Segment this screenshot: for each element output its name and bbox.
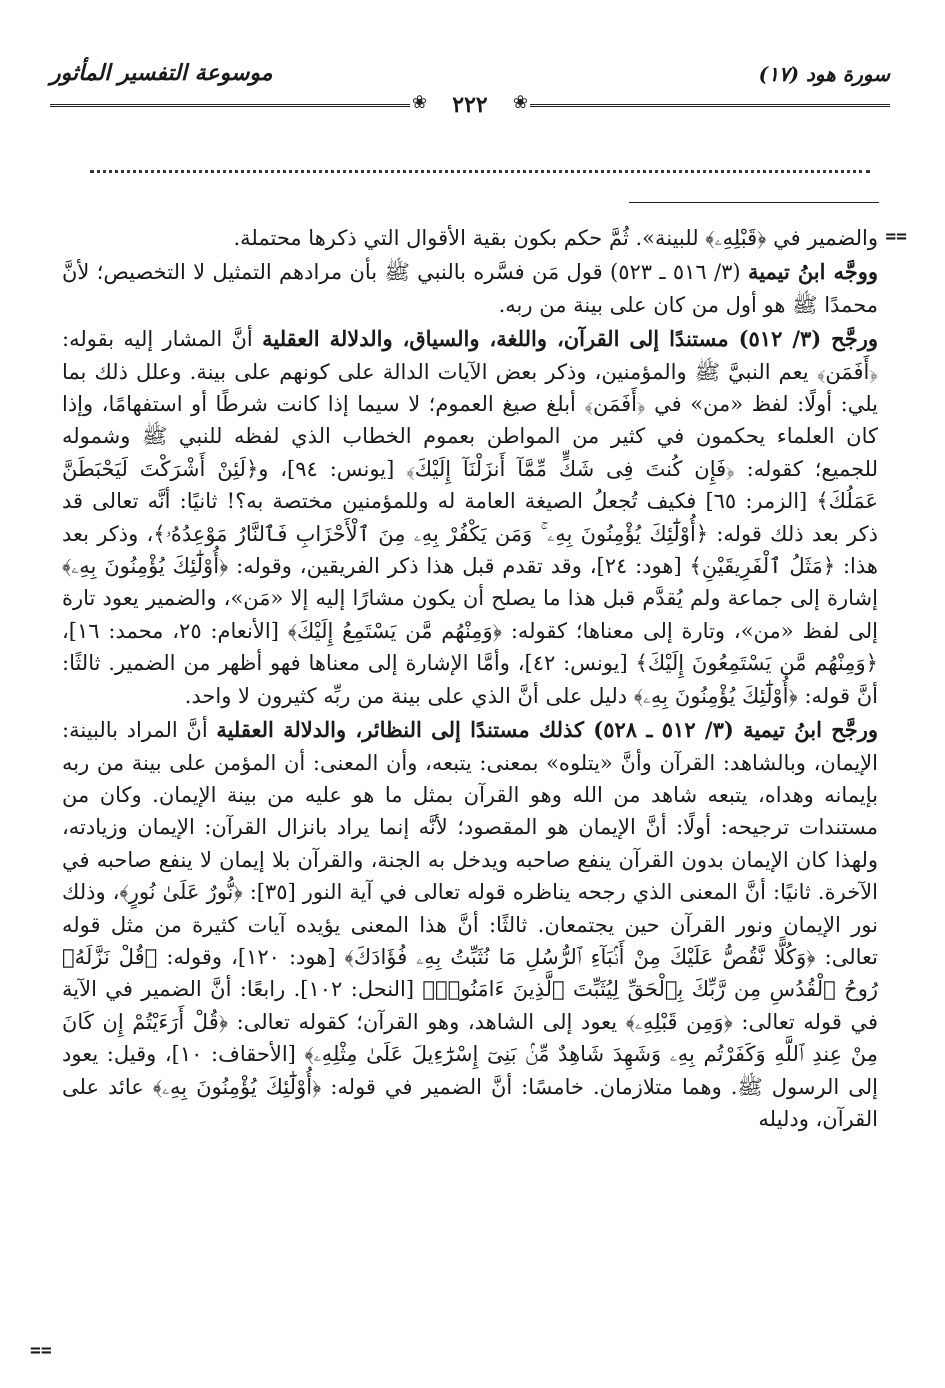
ornament-icon: ❀ <box>512 92 528 113</box>
paragraph-3 <box>62 323 878 712</box>
continuation-mark-top: == <box>885 226 907 247</box>
paragraph-text: والضمير في ﴿قَبْلِهِۦ﴾ للبينة». ثُمَّ حكم بكون بقية الأقوال التي ذكرها محتملة. <box>233 226 878 250</box>
paragraph-text: أنَّ المشار إليه بقوله: ﴿أَفَمَن﴾ يعم النبيَّ ﷺ والمؤمنين، وذكر بعض الآيات الدالة على كونهم على بينة. وعلل ذلك بما يلي: أولًا: لفظ «من» في ﴿أَفَمَن﴾ أبلغ صيغ العموم؛ لا سيما إذا كانت شرطًا أو استفهامًا، وإذا كان العلماء يحكمون في كثير من المواطن بعموم الخطاب الذي لفظه للنبي ﷺ وشموله للجميع؛ كقوله: ﴿فَإِن كُنتَ فِى شَكٍّ مِّمَّآ أَنزَلْنَآ إِلَيْكَ﴾ [يونس: ٩٤]، و﴿لَئِنْ أَشْرَكْتَ لَيَحْبَطَنَّ عَمَلُكَ﴾ [الزمر: ٦٥] فكيف تُجعلُ الصيغة العامة له وللمؤمنين مختصة به؟! ثانيًا: أنَّه تعالى قد ذكر بعد ذلك قوله: ﴿أُوْلَٰٓئِكَ يُؤْمِنُونَ بِهِۦ ۚ وَمَن يَكْفُرْ بِهِۦ مِنَ ٱلْأَحْزَابِ فَٱلنَّارُ مَوْعِدُهُۥ﴾، وذكر بعد هذا: ﴿مَثَلُ ٱلْفَرِيقَيْنِ﴾ [هود: ٢٤]، وقد تقدم قبل هذا ذكر الفريقين، وقوله: ﴿أُوْلَٰٓئِكَ يُؤْمِنُونَ بِهِۦ﴾ إشارة إلى جماعة ولم يُقدَّم قبل هذا ما يصلح أن يكون مشارًا إليه إلا «مَن»، والضمير يعود تارة إلى لفظ «من»، وتارة إلى معناها؛ كقوله: ﴿وَمِنْهُم مَّن يَسْتَمِعُ إِلَيْكَ﴾ [الأنعام: ٢٥، محمد: ١٦]، ﴿وَمِنْهُم مَّن يَسْتَمِعُونَ إِلَيْكَ﴾ [يونس: ٤٢]، وأمَّا الإشارة إلى معناها فهو أظهر من الضمير. ثالثًا: أنَّ قوله: ﴿أُوْلَٰٓئِكَ يُؤْمِنُونَ بِهِۦ﴾ دليل على أنَّ الذي على بينة من ربِّه كثيرون لا واحد. <box>62 327 878 708</box>
paragraph-text: أنَّ المراد بالبينة: الإيمان، وبالشاهد: القرآن وأنَّ «يتلوه» بمعنى: يتبعه، وأن المعنى: أن المؤمن على بينة من ربه بإيمانه وهداه، يتبعه شاهد من الله وهو القرآن بمثل ما هو عليه من بينة الإيمان. وكان من مستندات ترجيحه: أولًا: أنَّ الإيمان هو المقصود؛ لأنَّه إنما يراد بانزال القرآن: الإيمان وزيادته، ولهذا كان الإيمان بدون القرآن ينفع صاحبه ويدخل به الجنة، والقرآن بلا إيمان لا ينفع صاحبه في الآخرة. ثانيًا: أنَّ المعنى الذي رجحه يناظره قوله تعالى في آية النور [٣٥]: ﴿نُّورٌ عَلَىٰ نُورٍ﴾، وذلك نور الإيمان ونور القرآن حين يجتمعان. ثالثًا: أنَّ هذا المعنى يؤيده آيات كثيرة من مثل قوله تعالى: ﴿وَكُلًّا نَّقُصُّ عَلَيْكَ مِنْ أَنۢبَآءِ ٱلرُّسُلِ مَا نُثَبِّتُ بِهِۦ فُؤَادَكَ﴾ [هود: ١٢٠]، وقوله: ﴿قُلْ نَزَّلَهُۥ رُوحُ ٱلْقُدُسِ مِن رَّبِّكَ بِٱلْحَقِّ لِيُثَبِّتَ ٱلَّذِينَ ءَامَنُوا۟﴾ [النحل: ١٠٢]. رابعًا: أنَّ الضمير في الآية في قوله تعالى: ﴿وَمِن قَبْلِهِۦ﴾ يعود إلى الشاهد، وهو القرآن؛ كقوله تعالى: ﴿قُلْ أَرَءَيْتُمْ إِن كَانَ مِنْ عِندِ ٱللَّهِ وَكَفَرْتُم بِهِۦ وَشَهِدَ شَاهِدٌ مِّنۢ بَنِىٓ إِسْرَٰٓءِيلَ عَلَىٰ مِثْلِهِۦ﴾ [الأحقاف: ١٠]، وقيل: يعود إلى الرسول ﷺ. وهما متلازمان. خامسًا: أنَّ الضمير في قوله: ﴿أُوْلَٰٓئِكَ يُؤْمِنُونَ بِهِۦ﴾ عائد على القرآن، ودليله <box>62 718 878 1131</box>
footnote-body <box>62 222 878 1372</box>
header-rule-right <box>530 104 890 107</box>
page-number-bar <box>50 92 890 122</box>
footnote-rule <box>629 202 879 203</box>
page-number: ٢٢٢ <box>452 92 488 118</box>
paragraph-lead: ووجَّه ابنُ تيمية <box>747 259 878 285</box>
paragraph-2 <box>62 256 878 321</box>
dotted-separator <box>90 160 870 173</box>
continuation-mark-bottom: == <box>30 1340 52 1361</box>
page-header <box>50 58 890 138</box>
paragraph-1 <box>62 222 878 254</box>
header-rule-left <box>50 104 410 107</box>
paragraph-text: (٣/ ٥١٦ ـ ٥٢٣) قول مَن فسَّره بالنبي ﷺ بأن مرادهم التمثيل لا التخصيص؛ لأنَّ محمدًا ﷺ هو أول من كان على بينة من ربه. <box>62 260 878 317</box>
book-title: موسوعة التفسير المأثور <box>50 60 273 86</box>
surah-title: سورة هود (١٧) <box>758 62 890 86</box>
paragraph-4 <box>62 714 878 1135</box>
paragraph-lead: ورجَّح (٣/ ٥١٢) مستندًا إلى القرآن، واللغة، والسياق، والدلالة العقلية <box>262 326 879 352</box>
ornament-icon: ❀ <box>412 92 428 113</box>
paragraph-lead: ورجَّح ابنُ تيمية (٣/ ٥١٢ ـ ٥٢٨) كذلك مستندًا إلى النظائر، والدلالة العقلية <box>216 717 879 743</box>
